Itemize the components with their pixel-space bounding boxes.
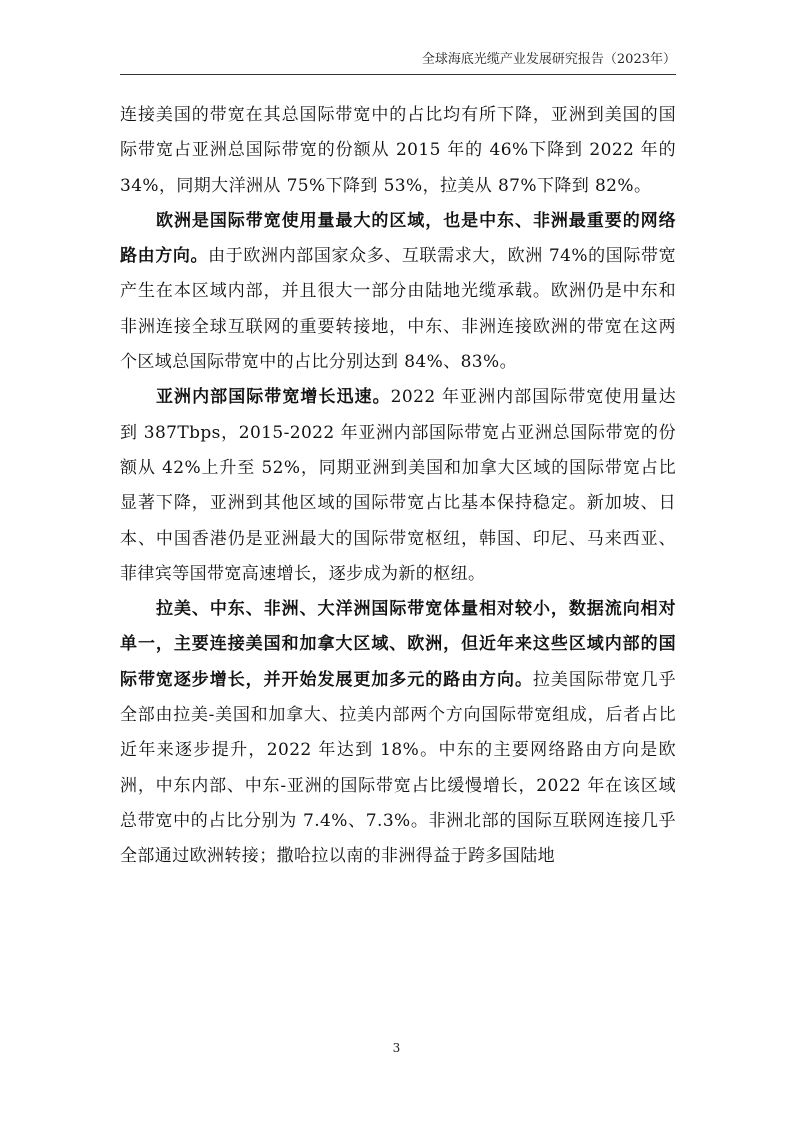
paragraph-3-lead: 亚洲内部国际带宽增长迅速。 bbox=[156, 387, 391, 408]
paragraph-4-text: 拉美国际带宽几乎全部由拉美-美国和加拿大、拉美内部两个方向国际带宽组成，后者占比近年来逐步提升，2022 年达到 18%。中东的主要网络路由方向是欧洲，中东内部、中东-亚洲的国际带宽占比缓慢增长，2022 年在该区域总带宽中的占比分别为 7.4%、7.3%。非洲北部的国际互联网连接几乎全部通过欧洲转接；撒哈拉以南的非洲得益于跨多国陆地 bbox=[120, 669, 676, 867]
paragraph-2-text: 由于欧洲内部国家众多、互联需求大，欧洲 74%的国际带宽产生在本区域内部，并且很大一部分由陆地光缆承载。欧洲仍是中东和非洲连接全球互联网的重要转接地，中东、非洲连接欧洲的带宽在这两个区域总国际带宽中的占比分别达到 84%、83%。 bbox=[120, 246, 677, 373]
paragraph-4-lead: 拉美、中东、非洲、大洋洲国际带宽体量相对较小，数据流向相对单一，主要连接美国和加拿大区域、欧洲，但近年来这些区域内部的国际带宽逐步增长，并开始发展更加多元的路由方向。 bbox=[120, 599, 676, 690]
paragraph-1-text: 连接美国的带宽在其总国际带宽中的占比均有所下降，亚洲到美国的国际带宽占亚洲总国际带宽的份额从 2015 年的 46%下降到 2022 年的 34%，同期大洋洲从 75%下降到 53%，拉美从 87%下降到 82%。 bbox=[120, 105, 676, 196]
running-header bbox=[120, 50, 676, 75]
report-title: 全球海底光缆产业发展研究报告（2023年） bbox=[421, 52, 676, 67]
paragraph-2-lead: 欧洲是国际带宽使用量最大的区域，也是中东、非洲最重要的网络路由方向。 bbox=[120, 210, 676, 267]
paragraph-2 bbox=[120, 204, 676, 380]
paragraph-1 bbox=[120, 98, 676, 204]
paragraph-3-text: 2022 年亚洲内部国际带宽使用量达到 387Tbps，2015-2022 年亚洲内部国际带宽占亚洲总国际带宽的份额从 42%上升至 52%，同期亚洲到美国和加拿大区域的国际带宽占比显著下降，亚洲到其他区域的国际带宽占比基本保持稳定。新加坡、日本、中国香港仍是亚洲最大的国际带宽枢纽，韩国、印尼、马来西亚、菲律宾等国带宽高速增长，逐步成为新的枢纽。 bbox=[120, 387, 676, 584]
main-text bbox=[120, 98, 676, 875]
paragraph-3 bbox=[120, 380, 676, 592]
page-number: 3 bbox=[392, 1041, 401, 1055]
paragraph-4 bbox=[120, 592, 676, 874]
